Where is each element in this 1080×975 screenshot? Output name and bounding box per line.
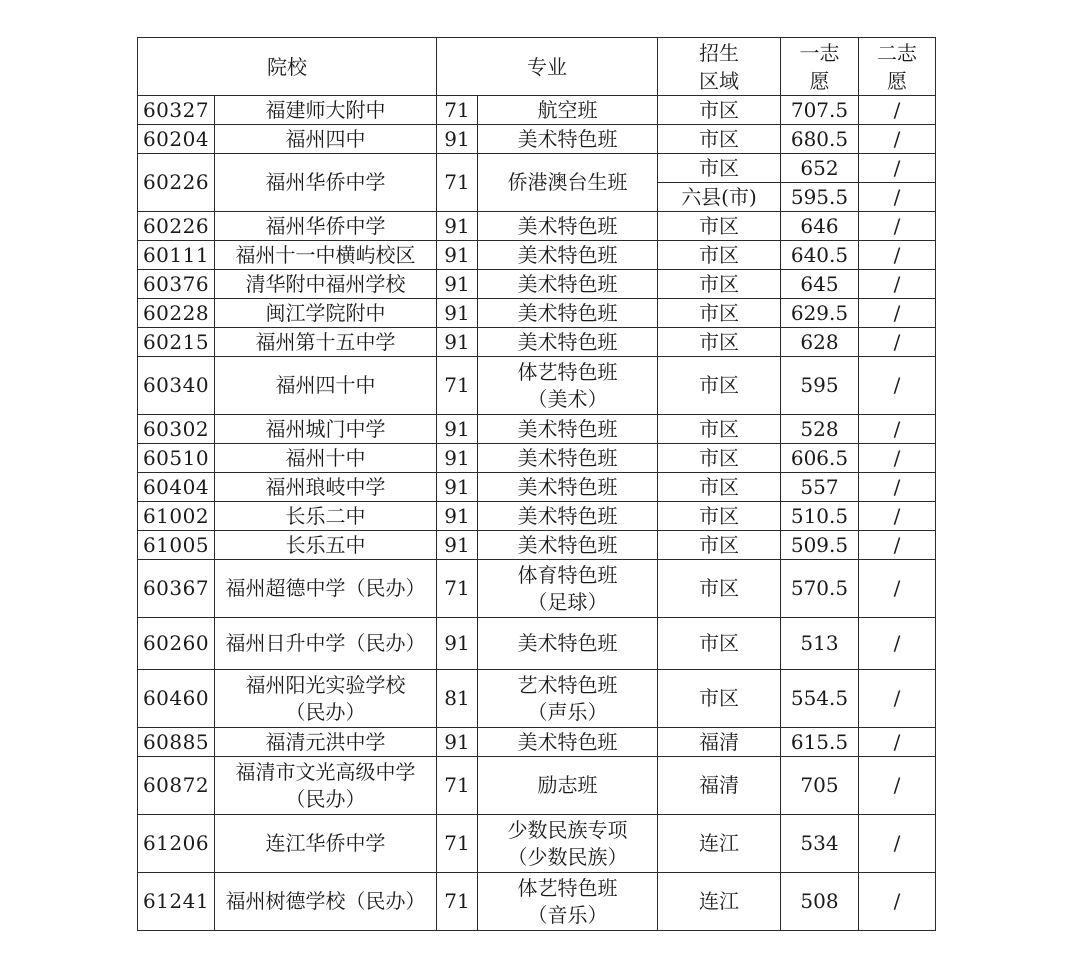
school-code: 60327 <box>138 96 215 125</box>
table-row <box>138 670 936 728</box>
major-name: 美术特色班 <box>478 728 658 757</box>
first-choice-score: 509.5 <box>781 531 859 560</box>
table-row <box>138 270 936 299</box>
region: 市区 <box>658 502 781 531</box>
school-code: 60215 <box>138 328 215 357</box>
table-row <box>138 728 936 757</box>
first-choice-score: 557 <box>781 473 859 502</box>
school-code: 60510 <box>138 444 215 473</box>
school-name: 福州华侨中学 <box>215 154 437 212</box>
region: 连江 <box>658 815 781 873</box>
table-row <box>138 125 936 154</box>
second-choice-score: / <box>859 560 936 618</box>
school-name: 福清市文光高级中学 （民办） <box>215 757 437 815</box>
major-name: 体艺特色班 （美术） <box>478 357 658 415</box>
school-name: 福州华侨中学 <box>215 212 437 241</box>
school-name: 福州十中 <box>215 444 437 473</box>
table-row <box>138 241 936 270</box>
major-code: 91 <box>437 299 478 328</box>
first-choice-score: 606.5 <box>781 444 859 473</box>
header-school: 院校 <box>138 38 437 96</box>
second-choice-score: / <box>859 212 936 241</box>
major-name: 美术特色班 <box>478 328 658 357</box>
table-row <box>138 154 936 183</box>
table-row <box>138 560 936 618</box>
header-region: 招生 区域 <box>658 38 781 96</box>
second-choice-score: / <box>859 357 936 415</box>
major-name: 艺术特色班 （声乐） <box>478 670 658 728</box>
second-choice-score: / <box>859 241 936 270</box>
table-row <box>138 757 936 815</box>
major-code: 71 <box>437 757 478 815</box>
major-code: 71 <box>437 815 478 873</box>
school-name: 福建师大附中 <box>215 96 437 125</box>
table-row <box>138 96 936 125</box>
second-choice-score: / <box>859 873 936 931</box>
major-name: 航空班 <box>478 96 658 125</box>
header-major: 专业 <box>437 38 658 96</box>
table-row <box>138 618 936 670</box>
major-code: 71 <box>437 560 478 618</box>
region: 福清 <box>658 728 781 757</box>
school-name: 清华附中福州学校 <box>215 270 437 299</box>
major-code: 91 <box>437 125 478 154</box>
table-row <box>138 815 936 873</box>
school-code: 60872 <box>138 757 215 815</box>
first-choice-score: 513 <box>781 618 859 670</box>
major-name: 体育特色班 （足球） <box>478 560 658 618</box>
school-name: 福州城门中学 <box>215 415 437 444</box>
table-row <box>138 357 936 415</box>
major-code: 81 <box>437 670 478 728</box>
first-choice-score: 528 <box>781 415 859 444</box>
region: 福清 <box>658 757 781 815</box>
region: 市区 <box>658 357 781 415</box>
first-choice-score: 534 <box>781 815 859 873</box>
major-name: 美术特色班 <box>478 212 658 241</box>
school-code: 61241 <box>138 873 215 931</box>
major-name: 美术特色班 <box>478 531 658 560</box>
second-choice-score: / <box>859 328 936 357</box>
table-row <box>138 531 936 560</box>
table-row <box>138 502 936 531</box>
admission-score-table <box>137 37 936 931</box>
school-code: 61002 <box>138 502 215 531</box>
second-choice-score: / <box>859 154 936 183</box>
major-code: 91 <box>437 502 478 531</box>
region: 连江 <box>658 873 781 931</box>
region: 市区 <box>658 154 781 183</box>
header-first-choice: 一志 愿 <box>781 38 859 96</box>
table-row <box>138 328 936 357</box>
school-name: 福州四中 <box>215 125 437 154</box>
school-code: 60260 <box>138 618 215 670</box>
major-code: 71 <box>437 154 478 212</box>
major-code: 91 <box>437 618 478 670</box>
region: 市区 <box>658 328 781 357</box>
major-name: 美术特色班 <box>478 125 658 154</box>
school-code: 60367 <box>138 560 215 618</box>
second-choice-score: / <box>859 125 936 154</box>
school-code: 60226 <box>138 212 215 241</box>
first-choice-score: 554.5 <box>781 670 859 728</box>
region: 市区 <box>658 212 781 241</box>
school-name: 连江华侨中学 <box>215 815 437 873</box>
school-code: 60404 <box>138 473 215 502</box>
major-name: 体艺特色班 （音乐） <box>478 873 658 931</box>
school-name: 福州第十五中学 <box>215 328 437 357</box>
header-row <box>138 38 936 96</box>
major-name: 美术特色班 <box>478 299 658 328</box>
region: 市区 <box>658 531 781 560</box>
region: 市区 <box>658 415 781 444</box>
school-code: 60302 <box>138 415 215 444</box>
region: 六县(市) <box>658 183 781 212</box>
major-code: 71 <box>437 357 478 415</box>
first-choice-score: 595 <box>781 357 859 415</box>
region: 市区 <box>658 473 781 502</box>
school-name: 福州十一中横屿校区 <box>215 241 437 270</box>
first-choice-score: 615.5 <box>781 728 859 757</box>
region: 市区 <box>658 96 781 125</box>
school-code: 60228 <box>138 299 215 328</box>
region: 市区 <box>658 125 781 154</box>
major-code: 91 <box>437 212 478 241</box>
school-code: 60111 <box>138 241 215 270</box>
second-choice-score: / <box>859 618 936 670</box>
school-code: 60460 <box>138 670 215 728</box>
school-name: 长乐二中 <box>215 502 437 531</box>
school-name: 福州阳光实验学校 （民办） <box>215 670 437 728</box>
major-code: 71 <box>437 96 478 125</box>
table-row <box>138 299 936 328</box>
second-choice-score: / <box>859 757 936 815</box>
major-name: 美术特色班 <box>478 270 658 299</box>
school-name: 闽江学院附中 <box>215 299 437 328</box>
first-choice-score: 707.5 <box>781 96 859 125</box>
second-choice-score: / <box>859 183 936 212</box>
second-choice-score: / <box>859 815 936 873</box>
school-code: 60885 <box>138 728 215 757</box>
second-choice-score: / <box>859 96 936 125</box>
first-choice-score: 595.5 <box>781 183 859 212</box>
first-choice-score: 652 <box>781 154 859 183</box>
table-row <box>138 444 936 473</box>
school-code: 60204 <box>138 125 215 154</box>
first-choice-score: 628 <box>781 328 859 357</box>
school-code: 60226 <box>138 154 215 212</box>
major-name: 美术特色班 <box>478 444 658 473</box>
region: 市区 <box>658 270 781 299</box>
header-second-choice: 二志 愿 <box>859 38 936 96</box>
first-choice-score: 646 <box>781 212 859 241</box>
second-choice-score: / <box>859 415 936 444</box>
major-name: 美术特色班 <box>478 473 658 502</box>
major-name: 励志班 <box>478 757 658 815</box>
first-choice-score: 570.5 <box>781 560 859 618</box>
major-code: 91 <box>437 241 478 270</box>
region: 市区 <box>658 670 781 728</box>
major-code: 91 <box>437 531 478 560</box>
major-name: 少数民族专项 （少数民族） <box>478 815 658 873</box>
region: 市区 <box>658 444 781 473</box>
major-code: 91 <box>437 328 478 357</box>
major-name: 美术特色班 <box>478 241 658 270</box>
school-name: 福州四十中 <box>215 357 437 415</box>
table-row <box>138 473 936 502</box>
school-name: 福州琅岐中学 <box>215 473 437 502</box>
second-choice-score: / <box>859 299 936 328</box>
major-code: 91 <box>437 270 478 299</box>
first-choice-score: 645 <box>781 270 859 299</box>
first-choice-score: 508 <box>781 873 859 931</box>
second-choice-score: / <box>859 473 936 502</box>
school-code: 61005 <box>138 531 215 560</box>
major-code: 91 <box>437 473 478 502</box>
admission-table-wrapper <box>137 37 936 931</box>
major-name: 美术特色班 <box>478 618 658 670</box>
region: 市区 <box>658 560 781 618</box>
school-name: 福清元洪中学 <box>215 728 437 757</box>
second-choice-score: / <box>859 531 936 560</box>
second-choice-score: / <box>859 444 936 473</box>
second-choice-score: / <box>859 502 936 531</box>
school-name: 福州超德中学（民办） <box>215 560 437 618</box>
table-row <box>138 873 936 931</box>
first-choice-score: 680.5 <box>781 125 859 154</box>
school-code: 61206 <box>138 815 215 873</box>
major-code: 91 <box>437 444 478 473</box>
major-name: 美术特色班 <box>478 415 658 444</box>
table-row <box>138 415 936 444</box>
first-choice-score: 640.5 <box>781 241 859 270</box>
second-choice-score: / <box>859 270 936 299</box>
region: 市区 <box>658 299 781 328</box>
second-choice-score: / <box>859 670 936 728</box>
region: 市区 <box>658 241 781 270</box>
second-choice-score: / <box>859 728 936 757</box>
school-name: 福州日升中学（民办） <box>215 618 437 670</box>
major-code: 91 <box>437 728 478 757</box>
major-name: 美术特色班 <box>478 502 658 531</box>
school-name: 长乐五中 <box>215 531 437 560</box>
major-code: 71 <box>437 873 478 931</box>
major-code: 91 <box>437 415 478 444</box>
first-choice-score: 705 <box>781 757 859 815</box>
school-name: 福州树德学校（民办） <box>215 873 437 931</box>
table-row <box>138 212 936 241</box>
school-code: 60340 <box>138 357 215 415</box>
school-code: 60376 <box>138 270 215 299</box>
major-name: 侨港澳台生班 <box>478 154 658 212</box>
first-choice-score: 629.5 <box>781 299 859 328</box>
first-choice-score: 510.5 <box>781 502 859 531</box>
region: 市区 <box>658 618 781 670</box>
